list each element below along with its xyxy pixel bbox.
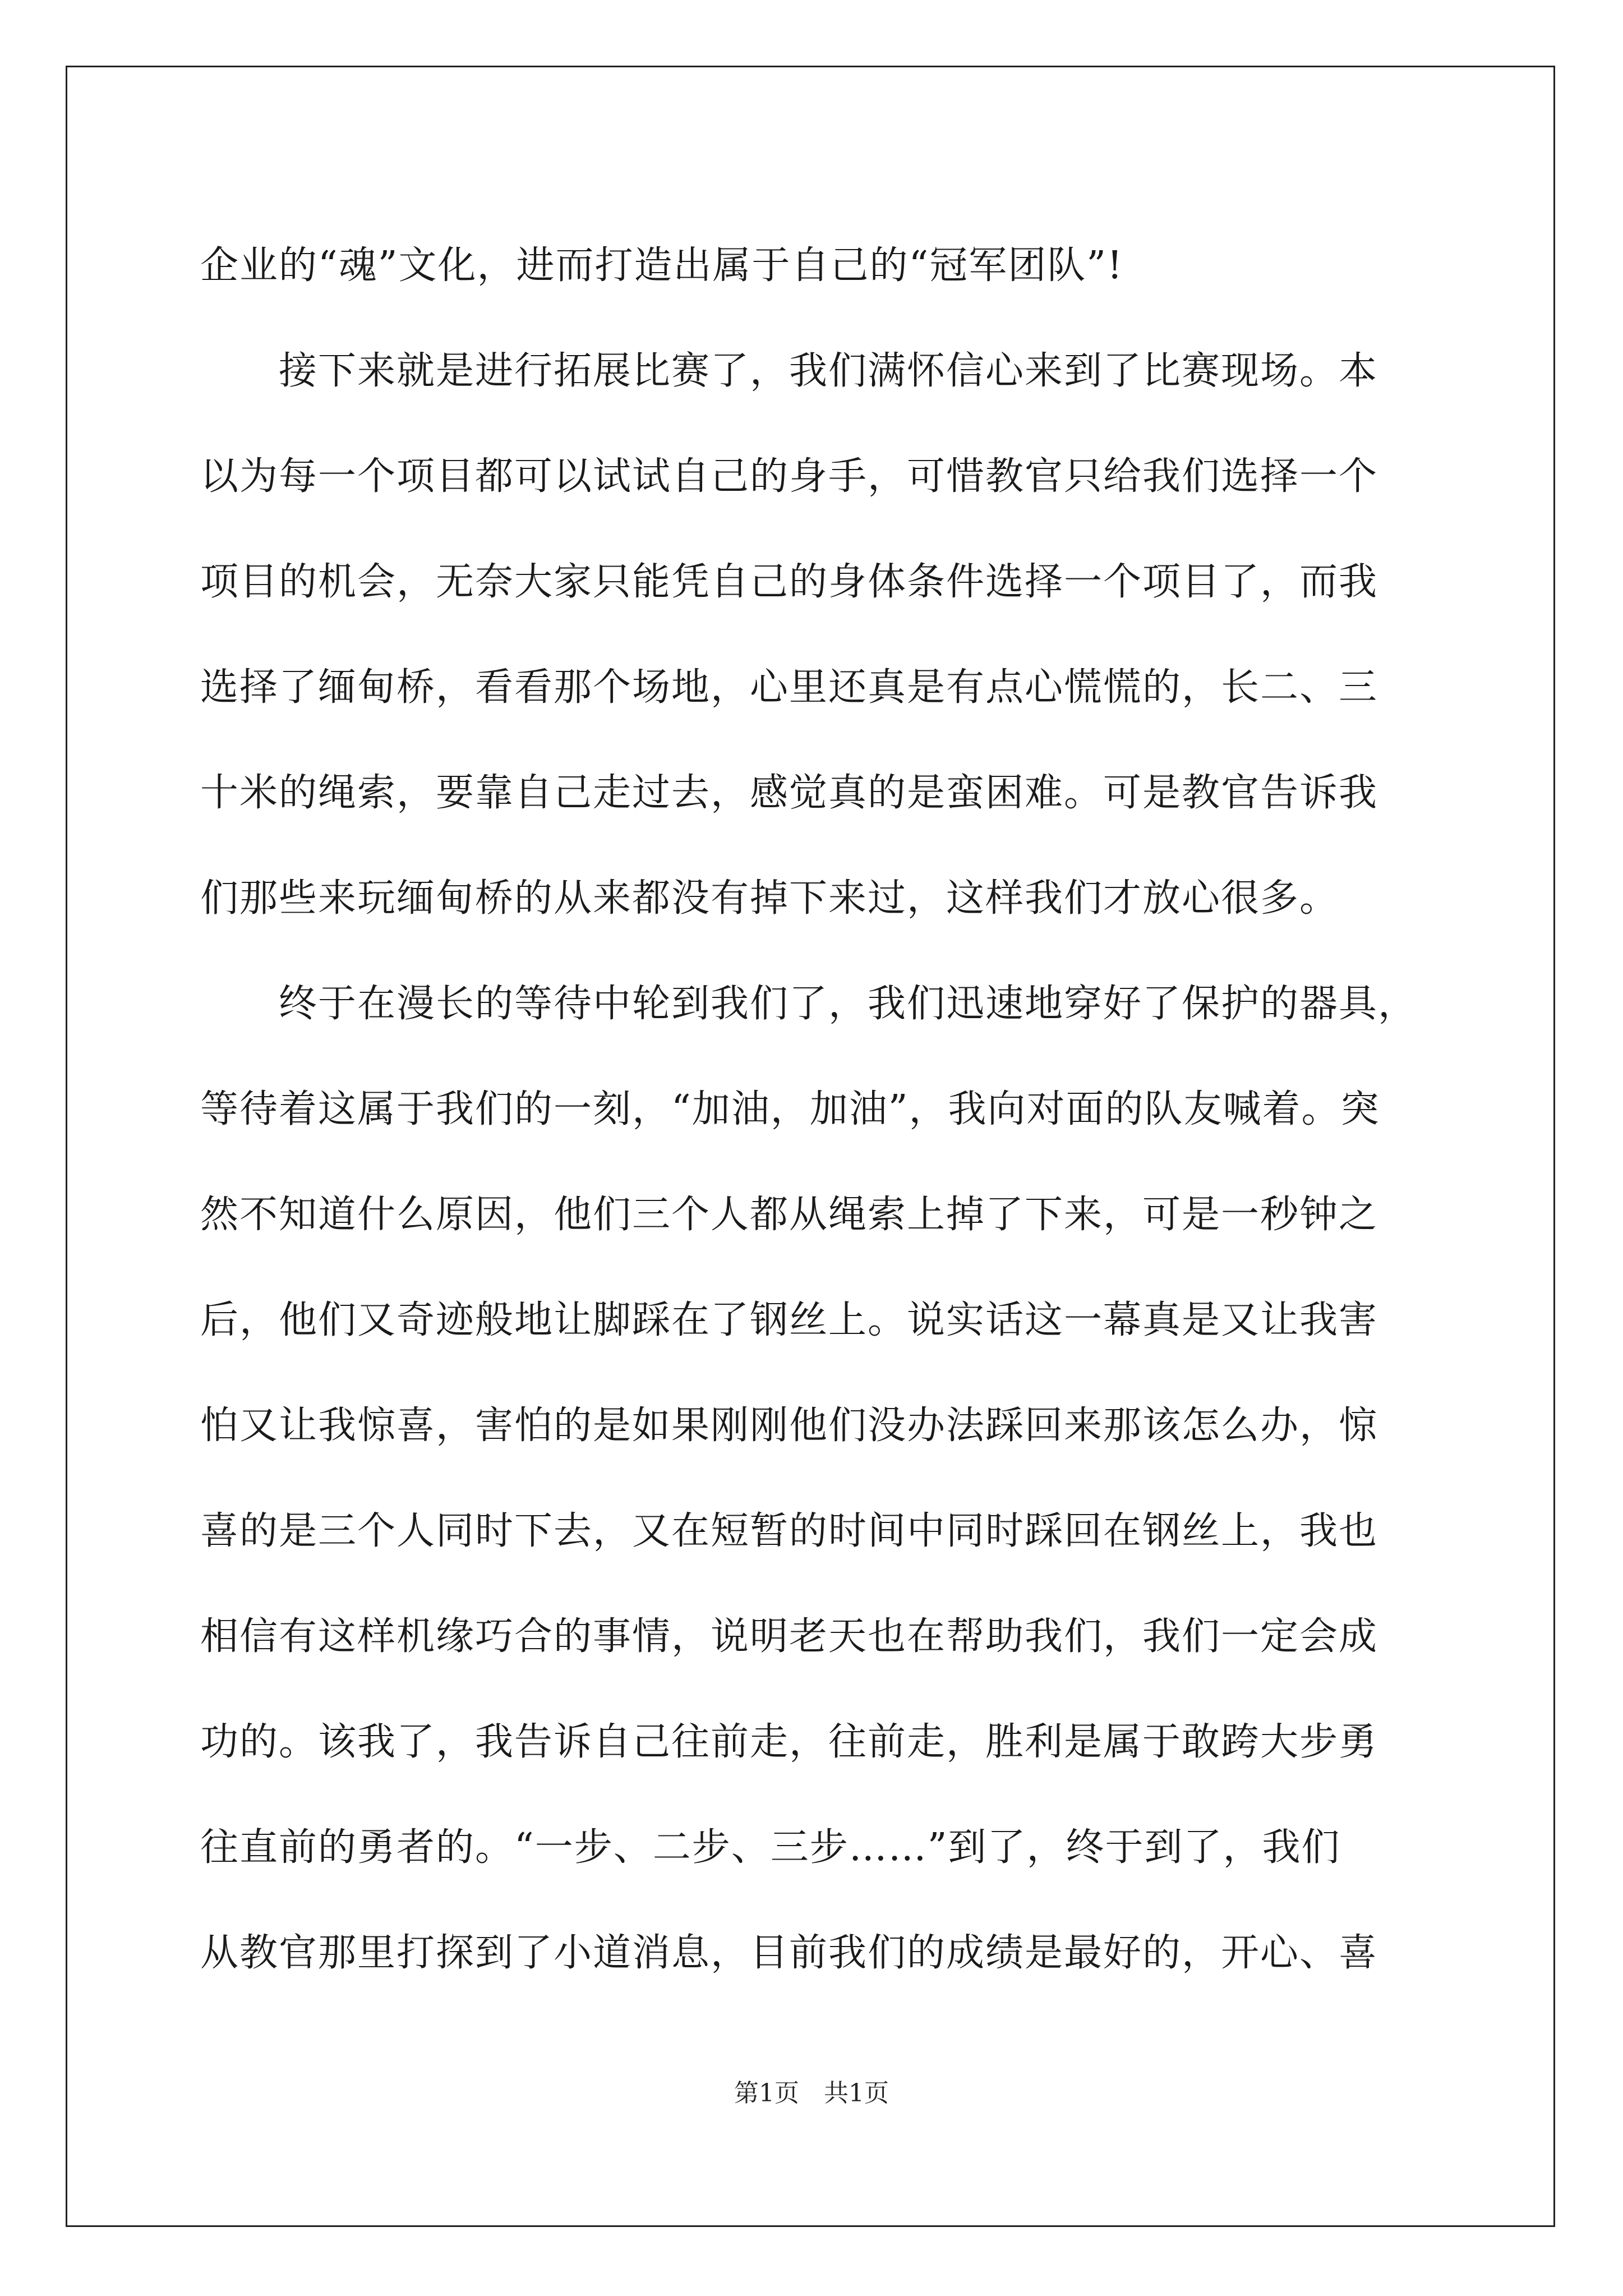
page-footer: 第1页 共1页 [734,2079,889,2108]
text-line: 接下来就是进行拓展比赛了，我们满怀信心来到了比赛现场。本 [279,349,1378,393]
text-line: 怕又让我惊喜，害怕的是如果刚刚他们没办法踩回来那该怎么办，惊 [200,1404,1378,1448]
text-line: 然不知道什么原因，他们三个人都从绳索上掉了下来，可是一秒钟之 [200,1193,1378,1237]
text-line: 项目的机会，无奈大家只能凭自己的身体条件选择一个项目了，而我 [200,560,1378,604]
text-line: 后，他们又奇迹般地让脚踩在了钢丝上。说实话这一幕真是又让我害 [200,1298,1378,1342]
text-line: 往直前的勇者的。“一步、二步、三步……”到了，终于到了，我们 [200,1825,1341,1870]
text-line: 选择了缅甸桥，看看那个场地，心里还真是有点心慌慌的，长二、三 [200,665,1378,710]
text-line: 喜的是三个人同时下去，又在短暂的时间中同时踩回在钢丝上，我也 [200,1509,1378,1553]
text-line: 十米的绳索，要靠自己走过去，感觉真的是蛮困难。可是教官告诉我 [200,771,1378,815]
text-line: 相信有这样机缘巧合的事情，说明老天也在帮助我们，我们一定会成 [200,1614,1378,1659]
document-body [200,213,1440,2006]
text-line: 企业的“魂”文化，进而打造出属于自己的“冠军团队”! [200,243,1124,288]
text-line: 从教官那里打探到了小道消息，目前我们的成绩是最好的，开心、喜 [200,1931,1378,1975]
text-line: 功的。该我了，我告诉自己往前走，往前走，胜利是属于敢跨大步勇 [200,1720,1378,1764]
text-line: 等待着这属于我们的一刻，“加油，加油”，我向对面的队友喊着。突 [200,1087,1380,1131]
text-line: 终于在漫长的等待中轮到我们了，我们迅速地穿好了保护的器具， [279,982,1418,1026]
text-line: 们那些来玩缅甸桥的从来都没有掉下来过，这样我们才放心很多。 [200,876,1339,921]
text-line: 以为每一个项目都可以试试自己的身手，可惜教官只给我们选择一个 [200,454,1378,499]
